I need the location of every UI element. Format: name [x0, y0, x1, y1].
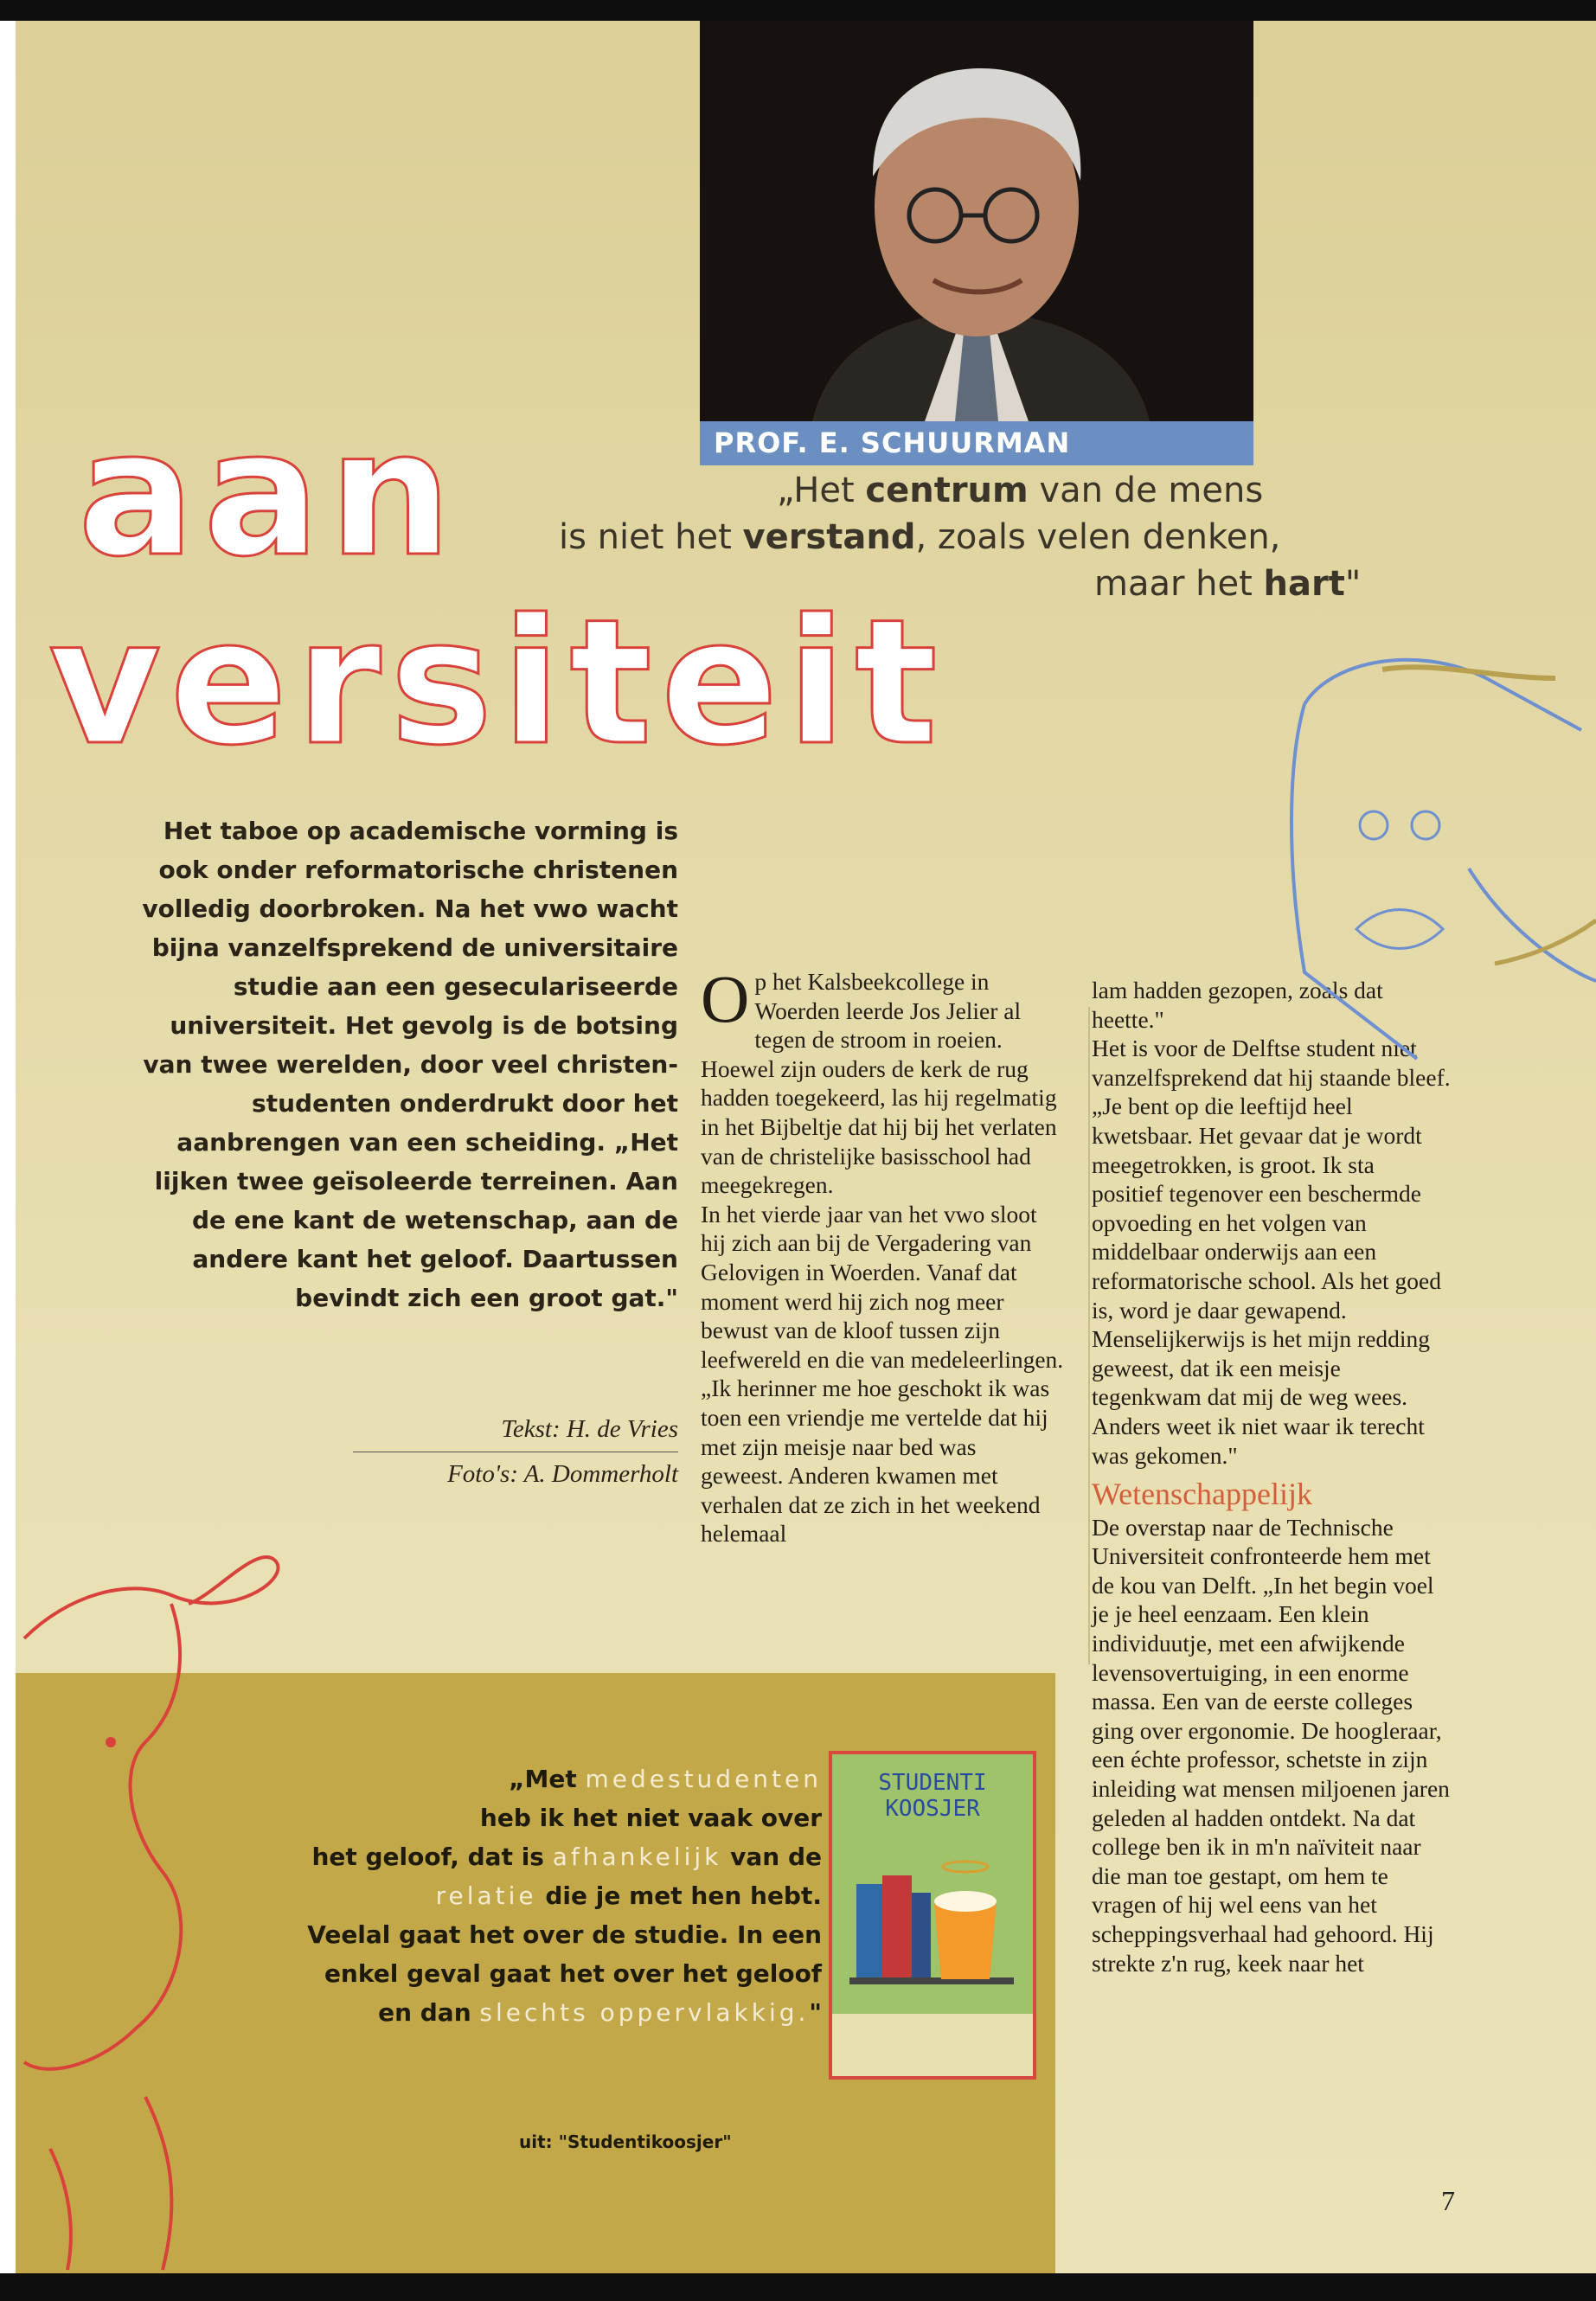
paragraph: Het is voor de Delftse student niet vanzelfsprekend dat hij staande bleef. „Je bent op die leeftijd heel kwetsbaar. Het gevaar dat je wordt meegetrokken, is groot. Ik sta positief tegenover een beschermde opvoeding en het volgen van middelbaar onderwijs aan een reformatorische school. Als het goed is, word je daar gewapend. Menselijkerwijs is het mijn redding geweest, dat ik een meisje tegenkwam dat mij de weg wees. Anders weet ik niet waar ik terecht was gekomen."	[1092, 1035, 1451, 1469]
paragraph: p het Kalsbeekcollege in Woerden leerde Jos Jelier al tegen de stroom in roeien. Hoewel zijn ouders de kerk de rug hadden toegekeerd, las hij regelmatig in het Bijbeltje dat hij bij het verlaten van de christelijke basisschool had meegekregen.	[701, 968, 1057, 1199]
pull-quote-line-3: maar het hart"	[1094, 564, 1362, 604]
article-column-1	[701, 961, 1064, 1548]
top-black-bar	[0, 0, 1596, 21]
book-illustration	[832, 1754, 1033, 2076]
title-aan: aan	[78, 394, 461, 595]
paragraph: De overstap naar de Technische Universiteit confronteerde hem met de kou van Delft. „In het begin voel je je heel eenzaam. Een klein individuutje, met een afwijkende levensovertuiging, in een enorme massa. Een van de eerste colleges ging over ergonomie. De hoogleraar, een échte professor, schetste in zijn inleiding wat mensen miljoenen jaren geleden al hadden ontdekt. Na dat college ben ik in m'n naïviteit naar die man toe gestapt, om hem te vragen of hij wel eens van het scheppingsverhaal had gehoord. Hij strekte z'n rug, keek naar het	[1092, 1513, 1450, 1977]
portrait-image	[700, 21, 1253, 421]
title-versiteit: versiteit	[48, 582, 946, 784]
credit-photos: Foto's: A. Dommerholt	[447, 1460, 678, 1488]
book-title: STUDENTI KOOSJER	[878, 1770, 987, 1822]
paragraph: In het vierde jaar van het vwo sloot hij zich aan bij de Vergadering van Gelovigen in Woerden. Vanaf dat moment werd hij zich nog meer bewust van de kloof tussen zijn leefwereld en die van medeleerlingen. „Ik herinner me hoe geschokt ik was toen een vriendje me vertelde dat hij met zijn meisje naar bed was geweest. Anderen kwamen met verhalen dat ze zich in het weekend helemaal	[701, 1200, 1064, 1548]
magazine-page	[16, 21, 1596, 2273]
sidebar-quote: „Met medestudenten heb ik het niet vaak over het geloof, dat is afhankelijk van de relatie die je met hen hebt. Veelal gaat het over de studie. In een enkel geval gaat het over het geloof en dan slechts oppervlakkig."	[307, 1765, 822, 2027]
column-rule	[1088, 1007, 1090, 1664]
pull-quote-line-2: is niet het verstand, zoals velen denken,	[559, 517, 1281, 557]
drop-cap: O	[701, 961, 750, 1036]
portrait-photo	[700, 21, 1253, 421]
book-source: uit: "Studentikoosjer"	[519, 2131, 732, 2152]
intro-text: Het taboe op academische vorming is ook onder reformatorische christenen volledig doorbroken. Na het vwo wacht bijna vanzelfsprekend de universitaire studie aan een geseculariseerde universiteit. Het gevolg is de botsing van twee werelden, door veel christen-studenten onderdrukt door het aanbrengen van een scheiding. „Het lijken twee geïsoleerde terreinen. Aan de ene kant de wetenschap, aan de andere kant het geloof. Daartussen bevindt zich een groot gat."	[142, 817, 678, 1312]
paragraph: lam hadden gezopen, zoals dat heette."	[1092, 977, 1383, 1033]
section-heading: Wetenschappelijk	[1092, 1477, 1313, 1512]
page-number: 7	[1441, 2185, 1455, 2216]
credit-text: Tekst: H. de Vries	[501, 1415, 678, 1443]
photo-caption: PROF. E. SCHUURMAN	[700, 421, 1253, 465]
bottom-black-bar	[0, 2273, 1596, 2301]
book-cover	[829, 1751, 1036, 2080]
article-column-2	[1092, 976, 1452, 1977]
pull-quote-line-1: „Het centrum van de mens	[777, 471, 1264, 510]
